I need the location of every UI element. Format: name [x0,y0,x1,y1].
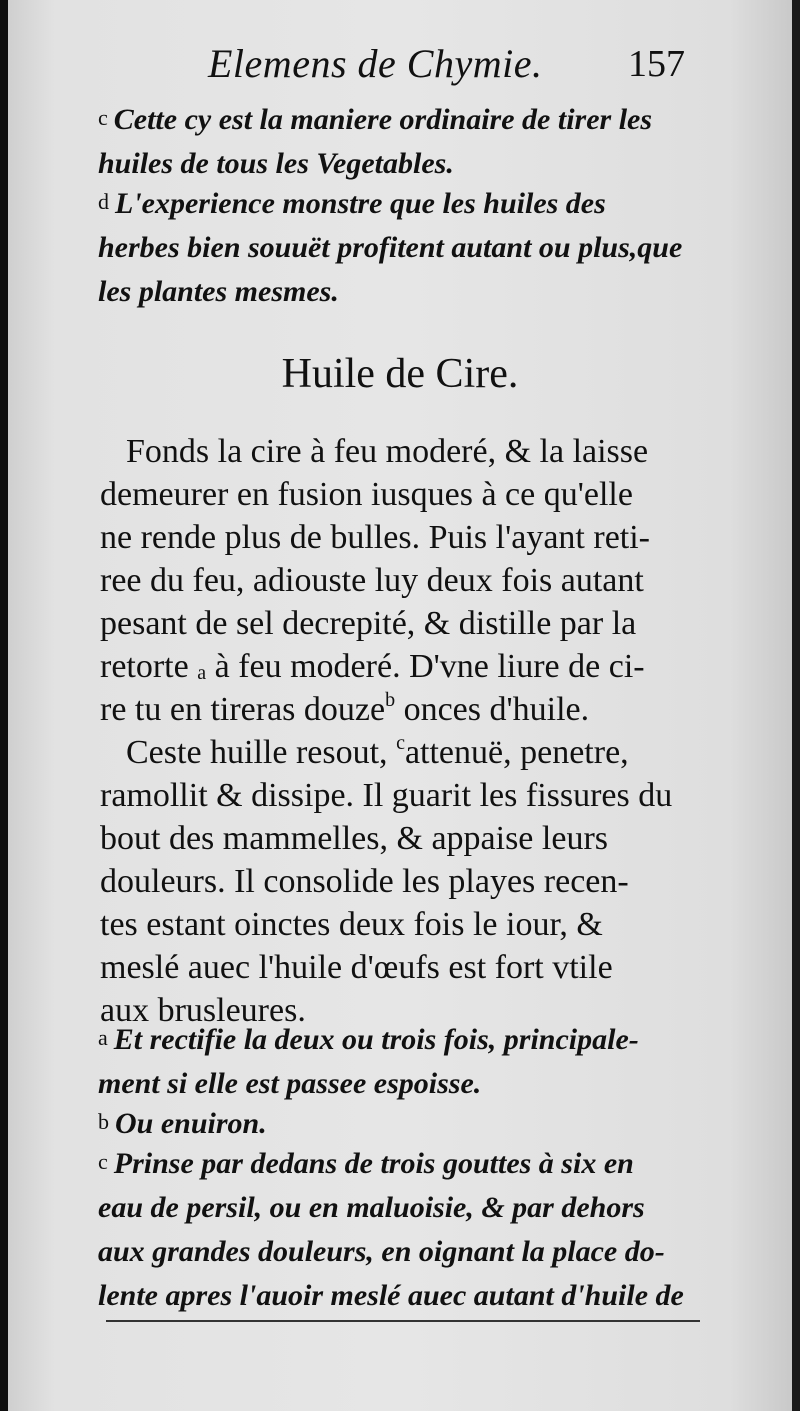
note-line [98,1016,698,1062]
note-line: eau de persil, ou en maluoisie, & par dehors [98,1191,645,1224]
note-c-bottom [98,1140,698,1318]
note-text: Prinse par dedans de trois gouttes à six en [113,1147,634,1180]
running-title: Elemens de Chymie. [208,41,543,86]
paragraph-line [100,731,700,774]
note-line [98,1140,698,1186]
paragraph-line: bout des mammelles, & appaise leurs [100,820,608,857]
note-marker: c [98,1149,108,1174]
text-run: onces d'huile. [403,691,590,728]
paragraph-line: Fonds la cire à feu moderé, & la laisse [126,433,649,470]
note-text: Et rectifie la deux ou trois fois, principale- [113,1023,639,1056]
paragraph-line: aux brusleures. [100,992,306,1029]
text-run: attenuë, penetre, [404,734,629,771]
paragraph-line: demeurer en fusion iusques à ce qu'elle [100,476,633,513]
text-run: retorte [100,648,189,685]
section-heading: Huile de Cire. [281,351,519,397]
note-marker: d [98,189,109,214]
paragraph-line: pesant de sel decrepité, & distille par la [100,605,637,642]
footnote-ref-c: c [396,732,405,754]
paragraph-line [100,688,700,731]
text-run: à feu moderé. D'vne liure de ci- [214,648,645,685]
running-head [8,38,792,90]
note-text: Ou enuiron. [115,1107,267,1140]
footnote-ref-a: a [197,662,207,684]
paragraph-line [100,645,700,688]
note-line: herbes bien souuët profitent autant ou plus,que [98,231,683,264]
note-line: aux grandes douleurs, en oignant la place do- [98,1235,665,1268]
page-number: 157 [628,43,685,85]
paragraph-2 [100,731,700,1032]
bottom-rule [106,1320,700,1322]
book-page [8,0,792,1411]
note-line [98,96,698,142]
note-line [98,180,698,226]
paragraph-1 [100,430,700,731]
note-text: L'experience monstre que les huiles des [115,187,606,220]
note-marker: c [98,105,108,130]
note-d-top [98,180,698,314]
paragraph-line: douleurs. Il consolide les playes recen- [100,863,629,900]
paragraph-line: tes estant oinctes deux fois le iour, & [100,906,603,943]
text-run: Ceste huille resout, [126,734,388,771]
footnote-ref-b: b [385,689,396,711]
paragraph-line: meslé auec l'huile d'œufs est fort vtile [100,949,613,986]
paragraph-line: ree du feu, adiouste luy deux fois autant [100,562,644,599]
note-line: ment si elle est passee espoisse. [98,1067,482,1100]
paragraph-line: ramollit & dissipe. Il guarit les fissures du [100,777,673,814]
note-line: lente apres l'auoir meslé auec autant d'huile de [98,1279,684,1312]
paragraph-line: ne rende plus de bulles. Puis l'ayant reti- [100,519,650,556]
text-run: re tu en tireras douze [100,691,386,728]
note-marker: b [98,1109,109,1134]
note-line: les plantes mesmes. [98,275,339,308]
note-line: huiles de tous les Vegetables. [98,147,454,180]
note-marker: a [98,1025,108,1050]
page-edge-shadow [0,0,8,1411]
note-text: Cette cy est la maniere ordinaire de tirer les [113,103,653,136]
note-a-bottom [98,1016,698,1106]
note-c-top [98,96,698,186]
